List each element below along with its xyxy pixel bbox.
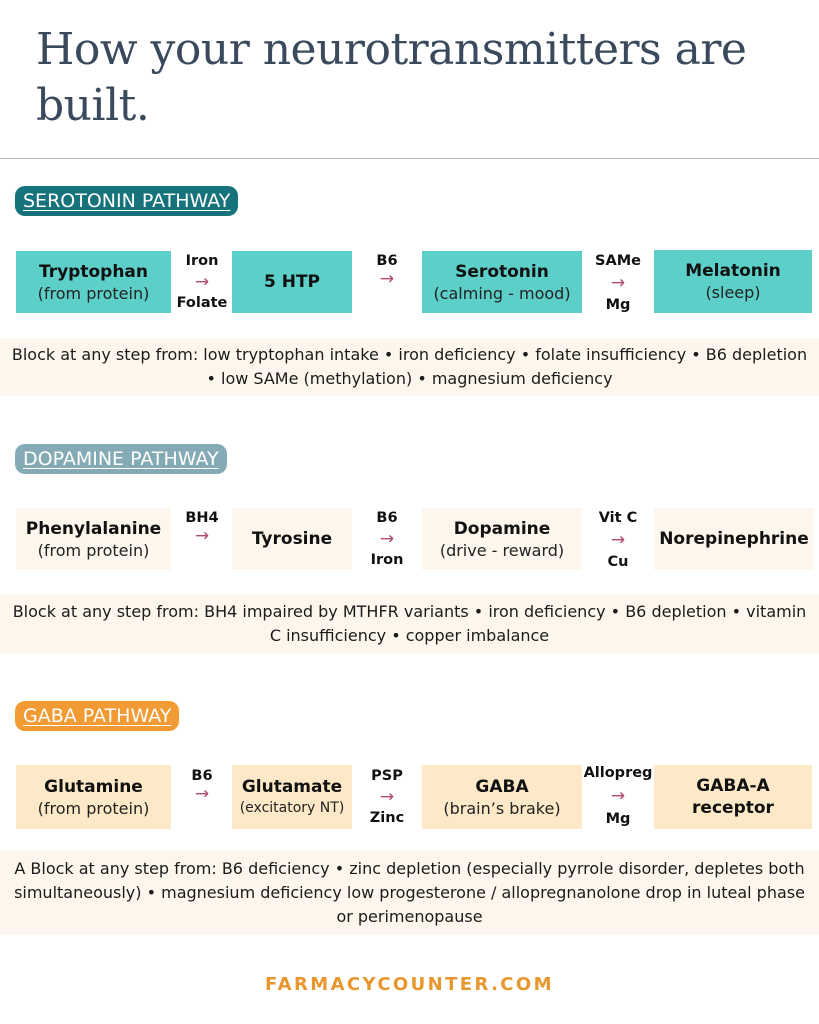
step-name: 5 HTP bbox=[263, 272, 321, 292]
arrow-right-icon: → bbox=[194, 272, 210, 292]
step-subtitle: (calming - mood) bbox=[433, 283, 571, 303]
serotonin-connector-3 bbox=[582, 252, 654, 314]
step-subtitle: (from protein) bbox=[37, 798, 150, 818]
step-name: Tryptophan bbox=[38, 261, 148, 282]
serotonin-step-serotonin bbox=[422, 251, 582, 313]
footer-url: FARMACYCOUNTER.COM bbox=[265, 974, 554, 995]
gaba-connector-1 bbox=[171, 767, 233, 807]
gaba-step-gaba-a-receptor bbox=[654, 765, 812, 829]
cofactor-top: Vit C bbox=[598, 510, 638, 526]
dopamine-step-tyrosine bbox=[232, 508, 352, 570]
step-subtitle: (drive - reward) bbox=[439, 540, 565, 560]
step-subtitle: (from protein) bbox=[37, 540, 150, 560]
dopamine-connector-2 bbox=[352, 509, 422, 569]
cofactor-top: B6 bbox=[376, 510, 398, 526]
dopamine-step-dopamine bbox=[422, 508, 582, 570]
cofactor-bottom: Mg bbox=[605, 297, 631, 313]
arrow-right-icon: → bbox=[610, 530, 626, 550]
step-name: Glutamine bbox=[44, 776, 143, 797]
step-name: Serotonin bbox=[455, 261, 549, 282]
step-name: GABA bbox=[475, 776, 529, 797]
step-subtitle: (from protein) bbox=[37, 283, 150, 303]
arrow-right-icon: → bbox=[610, 273, 626, 293]
cofactor-top: PSP bbox=[371, 768, 403, 784]
step-name: Tyrosine bbox=[251, 529, 333, 549]
cofactor-bottom: Iron bbox=[370, 552, 404, 568]
arrow-right-icon: → bbox=[194, 526, 210, 546]
arrow-right-icon: → bbox=[379, 787, 395, 807]
page-title: How your neurotransmitters are built. bbox=[36, 24, 747, 131]
gaba-step-gaba bbox=[422, 765, 582, 829]
cofactor-top: Iron bbox=[185, 253, 219, 269]
arrow-right-icon: → bbox=[610, 786, 626, 806]
step-subtitle: (sleep) bbox=[705, 283, 761, 302]
dopamine-block-note: Block at any step from: BH4 impaired by MTHFR variants • iron deficiency • B6 depletion • vitamin C insufficiency • copper imbalance bbox=[0, 595, 819, 653]
gaba-block-note: A Block at any step from: B6 deficiency • zinc depletion (especially pyrrole disorder, depletes both simultaneously) • magnesium deficiency low progesterone / allopregnanolone drop in luteal phase or perimenopause bbox=[0, 851, 819, 935]
step-subtitle: (brain’s brake) bbox=[443, 798, 561, 818]
step-name: Phenylalanine bbox=[25, 518, 162, 539]
step-subtitle: (excitatory NT) bbox=[239, 799, 345, 816]
serotonin-connector-2 bbox=[352, 252, 422, 292]
serotonin-step-5htp bbox=[232, 251, 352, 313]
step-name: Norepinephrine bbox=[659, 529, 809, 549]
step-name: Glutamate bbox=[241, 776, 343, 797]
gaba-step-glutamine bbox=[16, 765, 171, 829]
cofactor-top: B6 bbox=[376, 253, 398, 269]
cofactor-bottom: Mg bbox=[605, 811, 631, 827]
cofactor-top: BH4 bbox=[185, 510, 219, 526]
step-name: Dopamine bbox=[453, 518, 551, 539]
serotonin-step-melatonin bbox=[654, 250, 812, 313]
cofactor-top: B6 bbox=[191, 768, 213, 784]
cofactor-bottom: Folate bbox=[176, 295, 228, 311]
dopamine-step-phenylalanine bbox=[16, 508, 171, 570]
arrow-right-icon: → bbox=[379, 269, 395, 289]
arrow-right-icon: → bbox=[379, 529, 395, 549]
step-name: Melatonin bbox=[685, 261, 781, 281]
serotonin-pathway-label: SEROTONIN PATHWAY bbox=[15, 186, 238, 216]
cofactor-bottom: Zinc bbox=[369, 810, 405, 826]
title-divider bbox=[0, 158, 819, 159]
gaba-connector-2 bbox=[352, 767, 422, 827]
cofactor-top: SAMe bbox=[595, 253, 641, 269]
step-name: GABA-A receptor bbox=[692, 776, 774, 818]
gaba-connector-3 bbox=[582, 764, 654, 828]
gaba-step-glutamate bbox=[232, 765, 352, 829]
dopamine-step-norepinephrine bbox=[654, 508, 814, 570]
gaba-pathway-label: GABA PATHWAY bbox=[15, 701, 179, 731]
dopamine-connector-3 bbox=[582, 509, 654, 571]
cofactor-top: Allopreg bbox=[583, 765, 653, 781]
dopamine-pathway-label: DOPAMINE PATHWAY bbox=[15, 444, 227, 474]
cofactor-bottom: Cu bbox=[607, 554, 629, 570]
serotonin-step-tryptophan bbox=[16, 251, 171, 313]
dopamine-connector-1 bbox=[171, 509, 233, 549]
arrow-right-icon: → bbox=[194, 784, 210, 804]
serotonin-connector-1 bbox=[171, 252, 233, 312]
serotonin-block-note: Block at any step from: low tryptophan intake • iron deficiency • folate insufficiency • B6 depletion • low SAMe (methylation) • magnesium deficiency bbox=[0, 338, 819, 396]
